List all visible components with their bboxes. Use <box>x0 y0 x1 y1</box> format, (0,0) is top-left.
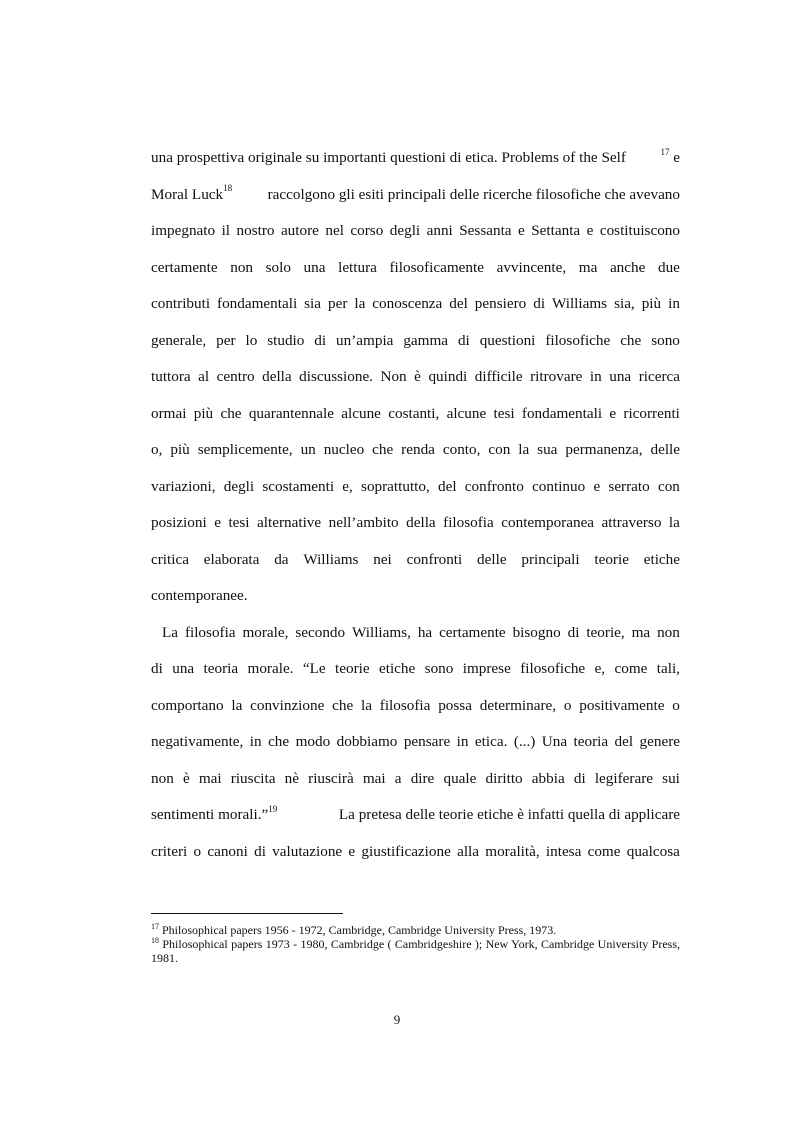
body-text <box>151 148 680 878</box>
word: canoni <box>207 842 248 860</box>
word: che <box>220 404 242 422</box>
word: di <box>573 769 586 787</box>
word: riuscirà <box>308 769 354 787</box>
word: scostamenti <box>262 477 335 495</box>
word: ma <box>631 623 651 641</box>
word: o <box>672 696 680 714</box>
word: soprattutto, <box>361 477 430 495</box>
word: solo <box>265 258 291 276</box>
footnote-17 <box>151 923 680 937</box>
word: in <box>249 733 262 750</box>
word: nostro <box>236 222 275 239</box>
word: o <box>563 696 572 714</box>
word: certamente <box>439 623 506 641</box>
text-line: contemporanee. <box>151 587 248 604</box>
word: una <box>609 368 632 385</box>
text-line <box>151 185 680 222</box>
word: ma <box>578 258 598 276</box>
word: e, <box>342 477 353 495</box>
word: di <box>457 331 470 349</box>
word: secondo <box>295 623 346 641</box>
text-line <box>151 659 680 696</box>
word: sono <box>651 331 680 349</box>
word: nell’ambito <box>328 514 399 531</box>
word: due <box>657 258 680 276</box>
word: positivamente <box>579 696 665 714</box>
word: pensiero <box>474 295 527 312</box>
word: della <box>406 514 436 531</box>
word: filosofiche <box>545 331 611 349</box>
footnote-text: Philosophical papers 1973 - 1980, Cambridge ( Cambridgeshire ); New York, Cambridge University Press, 1981. <box>151 937 681 965</box>
word: filosofia <box>184 623 236 641</box>
word: costituiscono <box>599 222 680 239</box>
word: autore <box>280 222 319 239</box>
word: in <box>668 295 680 312</box>
text-line <box>151 477 680 514</box>
word: criteri <box>151 842 188 860</box>
word: un <box>300 441 316 458</box>
word: tesi <box>228 514 250 531</box>
word: con <box>488 441 511 458</box>
text-line <box>151 221 680 258</box>
word: del <box>449 295 468 312</box>
word: non <box>230 258 253 276</box>
word: della <box>262 368 292 385</box>
word: un’ampia <box>336 331 394 349</box>
word: confronto <box>464 477 524 495</box>
word: che <box>268 733 290 750</box>
word: di <box>254 842 266 860</box>
word: più <box>641 295 662 312</box>
word: intesa <box>545 842 582 860</box>
word: pensare <box>403 733 451 750</box>
word: dire <box>410 769 435 787</box>
text-line <box>151 294 680 331</box>
word: abbia <box>531 769 565 787</box>
word: filosoficamente <box>389 258 484 276</box>
word: alternative <box>257 514 322 531</box>
word: genere <box>639 733 680 750</box>
word: certamente <box>151 258 218 276</box>
word: (...) <box>513 733 536 750</box>
word: morale. <box>247 660 294 677</box>
word: non <box>657 623 680 641</box>
text-line <box>151 367 680 404</box>
word: di <box>533 295 546 312</box>
word: Sessanta <box>459 222 512 239</box>
word: Williams <box>303 550 359 568</box>
word: come <box>587 842 621 860</box>
word: di <box>151 660 163 677</box>
word: e <box>214 514 221 531</box>
word: centro <box>216 368 255 385</box>
word: e, <box>594 660 606 677</box>
word: posizioni <box>151 514 207 531</box>
word: riuscita <box>230 769 276 787</box>
word: è <box>182 769 190 787</box>
word: del <box>438 477 457 495</box>
footnote-text: Philosophical papers 1956 - 1972, Cambridge, Cambridge University Press, 1973. <box>162 923 557 937</box>
footnotes <box>151 913 680 965</box>
word: degli <box>223 477 255 495</box>
word: negativamente, <box>151 733 244 750</box>
word: gamma <box>403 331 449 349</box>
word: e <box>348 842 356 860</box>
word: per <box>216 331 236 349</box>
word: serrato <box>608 477 650 495</box>
text-line <box>151 440 680 477</box>
word: lo <box>245 331 258 349</box>
word: giustificazione <box>361 842 451 860</box>
text-line <box>151 513 680 550</box>
word: una <box>303 258 326 276</box>
word: possa <box>438 696 472 714</box>
word: contributi <box>151 295 211 312</box>
word: è <box>414 368 421 385</box>
word: valutazione <box>272 842 343 860</box>
word: semplicemente, <box>197 441 293 458</box>
word: difficile <box>474 368 523 385</box>
word: quindi <box>428 368 468 385</box>
footnote-18 <box>151 937 680 965</box>
word: tuttora <box>151 368 191 385</box>
text-line <box>151 623 680 660</box>
text-segment: una prospettiva originale su importanti questioni di etica. Problems of the Self <box>151 149 626 166</box>
word: del <box>614 733 634 750</box>
footnote-divider <box>151 913 343 914</box>
word: e <box>518 222 525 239</box>
word: permanenza, <box>565 441 643 458</box>
word: imprese <box>462 660 511 677</box>
footnote-ref-19: 19 <box>268 803 278 814</box>
word: renda <box>401 441 435 458</box>
word: critica <box>151 550 189 568</box>
word: anche <box>609 258 646 276</box>
word: e <box>586 222 594 239</box>
word: attraverso <box>601 514 662 531</box>
text-segment <box>660 148 680 185</box>
word: nei <box>373 550 392 568</box>
word: una <box>172 660 195 677</box>
word: che <box>372 441 394 458</box>
word: convinzione <box>250 696 325 714</box>
word: di <box>314 331 327 349</box>
page-number: 9 <box>393 1012 401 1027</box>
word: conoscenza <box>372 295 443 312</box>
word: Williams <box>552 295 608 312</box>
word: alcune <box>446 404 487 422</box>
word: elaborata <box>203 550 260 568</box>
word: il <box>221 222 231 239</box>
word: continuo <box>532 477 586 495</box>
text-line <box>151 404 680 441</box>
word: delle <box>650 441 680 458</box>
word: fondamentali <box>521 404 603 422</box>
word: Una <box>541 733 568 750</box>
word: impegnato <box>151 222 216 239</box>
word: sua <box>537 441 558 458</box>
text-line <box>151 732 680 769</box>
word: in <box>456 733 469 750</box>
text-line <box>151 331 680 368</box>
word: per <box>327 295 348 312</box>
word: modo <box>295 733 331 750</box>
word: che <box>332 696 354 714</box>
text-segment: e <box>673 149 680 166</box>
word: dobbiamo <box>336 733 398 750</box>
word: filosofiche <box>520 660 586 677</box>
word: ormai <box>151 404 187 422</box>
word: conto, <box>442 441 481 458</box>
text-line <box>151 148 680 185</box>
word: e <box>593 477 601 495</box>
word: sui <box>662 769 680 787</box>
word: degli <box>389 222 421 239</box>
text-line <box>151 696 680 733</box>
word: generale, <box>151 331 207 349</box>
footnote-ref-17: 17 <box>660 146 670 157</box>
word: la <box>231 696 243 714</box>
word: mai <box>198 769 222 787</box>
word: costanti, <box>388 404 440 422</box>
footnote-number: 18 <box>151 936 159 945</box>
word: ha <box>417 623 433 641</box>
word: o, <box>151 441 163 458</box>
word: teorie, <box>586 623 625 641</box>
word: etiche <box>643 550 680 568</box>
word: determinare, <box>479 696 557 714</box>
word: lettura <box>338 258 377 276</box>
text-segment: sentimenti morali.” <box>151 806 269 823</box>
word: la <box>668 514 680 531</box>
word: discussione. <box>299 368 373 385</box>
word: quale <box>443 769 477 787</box>
word: studio <box>267 331 305 349</box>
word: mai <box>362 769 386 787</box>
word: nè <box>284 769 299 787</box>
word: sia, <box>614 295 635 312</box>
word: o <box>193 842 202 860</box>
text-line <box>151 842 680 879</box>
word: avvincente, <box>496 258 567 276</box>
footnote-number: 17 <box>151 922 159 931</box>
text-segment: La pretesa delle teorie etiche è infatti quella di applicare <box>338 806 680 823</box>
word: teoria <box>573 733 609 750</box>
text-segment <box>151 805 277 842</box>
footnote-ref-18: 18 <box>223 183 233 194</box>
word: teorie <box>335 660 370 677</box>
word: quarantennale <box>248 404 334 422</box>
word: come <box>614 660 648 677</box>
word: contemporanea <box>501 514 595 531</box>
word: nel <box>325 222 344 239</box>
word: sono <box>424 660 454 677</box>
text-segment: raccolgono gli esiti principali delle ricerche filosofiche che avevano <box>267 185 680 203</box>
text-line <box>151 805 680 842</box>
word: la <box>354 295 366 312</box>
word: corso <box>350 222 384 239</box>
word: etica. <box>474 733 508 750</box>
word: ricorrenti <box>623 404 680 422</box>
word: in <box>589 368 602 385</box>
word: qualcosa <box>626 842 680 860</box>
text-segment: Moral Luck <box>151 185 224 203</box>
word: comportano <box>151 696 224 714</box>
word: non <box>151 769 174 787</box>
word: La <box>162 623 179 641</box>
word: nucleo <box>323 441 365 458</box>
word: bisogno <box>512 623 561 641</box>
word: variazioni, <box>151 477 216 495</box>
word: principali <box>521 550 580 568</box>
word: anni <box>426 222 453 239</box>
word: Non <box>380 368 407 385</box>
word: tali, <box>656 660 680 677</box>
word: e <box>609 404 617 422</box>
text-line <box>151 258 680 295</box>
word: da <box>274 550 289 568</box>
word: confronti <box>406 550 463 568</box>
word: tesi <box>493 404 515 422</box>
word: filosofia <box>443 514 494 531</box>
word: di <box>567 623 580 641</box>
text-segment <box>151 185 232 222</box>
word: con <box>657 477 680 495</box>
word: a <box>394 769 402 787</box>
word: diritto <box>485 769 523 787</box>
word: la <box>518 441 530 458</box>
word: teorie <box>594 550 629 568</box>
text-line <box>151 550 680 587</box>
word: questioni <box>479 331 536 349</box>
word: sia <box>304 295 322 312</box>
word: morale, <box>242 623 289 641</box>
word: la <box>361 696 372 714</box>
word: ricerca <box>638 368 680 385</box>
word: più <box>193 404 214 422</box>
word: alcune <box>341 404 381 422</box>
word: al <box>198 368 210 385</box>
word: Williams, <box>352 623 411 641</box>
word: filosofia <box>379 696 431 714</box>
word: delle <box>477 550 507 568</box>
text-line <box>151 769 680 806</box>
word: ritrovare <box>530 368 583 385</box>
word: moralità, <box>485 842 540 860</box>
word: “Le <box>302 660 326 677</box>
word: teoria <box>203 660 239 677</box>
word: alla <box>457 842 479 860</box>
word: più <box>170 441 190 458</box>
word: legiferare <box>594 769 653 787</box>
word: Settanta <box>531 222 581 239</box>
word: fondamentali <box>217 295 298 312</box>
word: che <box>620 331 642 349</box>
word: etiche <box>379 660 416 677</box>
